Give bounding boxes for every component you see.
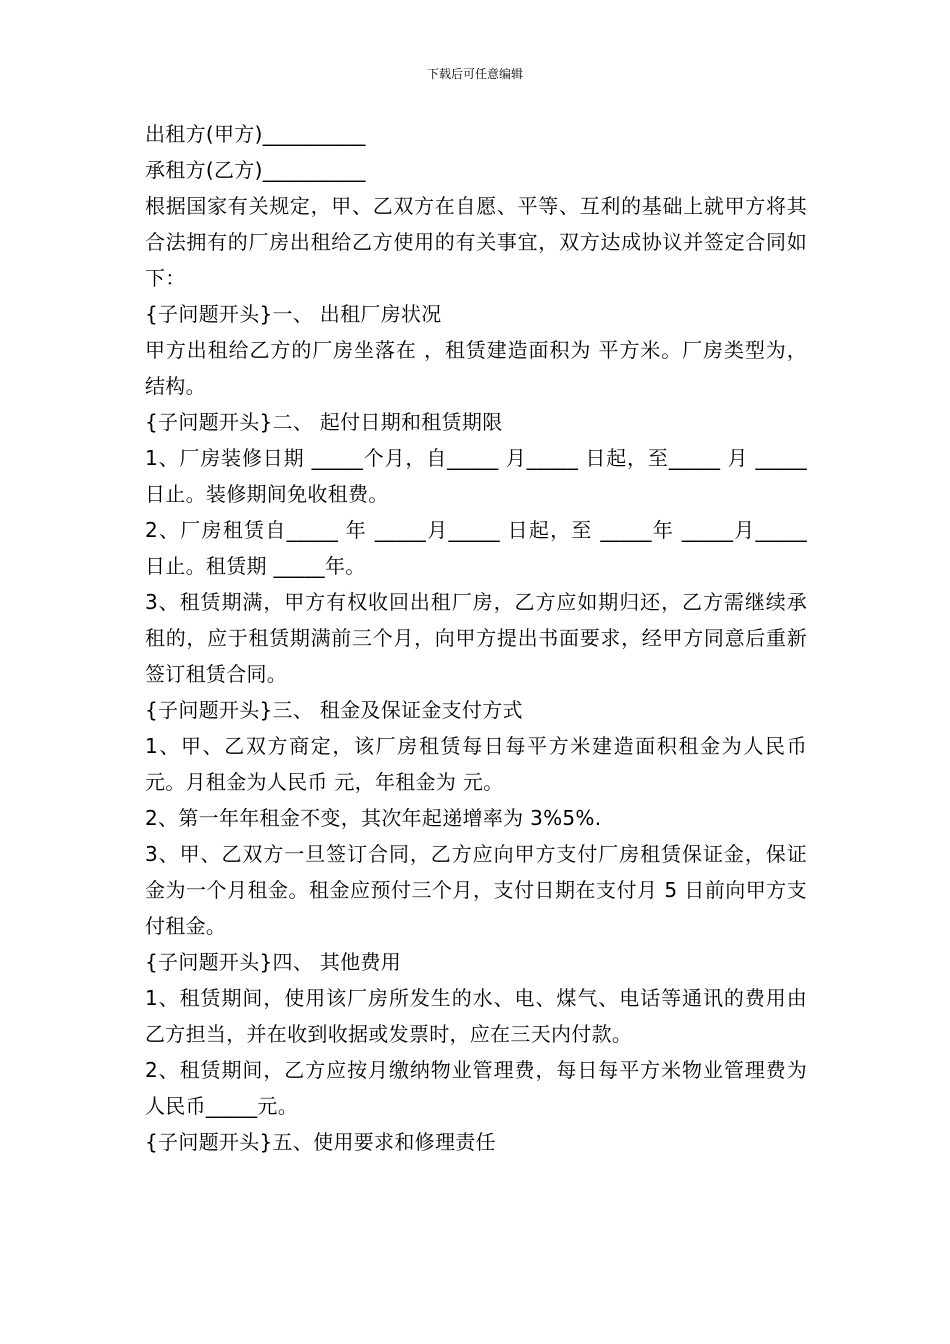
section-heading-4: {子问题开头}四、 其他费用 <box>145 950 402 974</box>
section-heading-2: {子问题开头}二、 起付日期和租赁期限 <box>145 410 503 434</box>
section-heading-3: {子问题开头}三、 租金及保证金支付方式 <box>145 698 523 722</box>
clause-paragraph: 1、租赁期间，使用该厂房所发生的水、电、煤气、电话等通讯的费用由乙方担当，并在收到收据或发票时，应在三天内付款。 <box>145 986 807 1046</box>
clause-paragraph: 1、厂房装修日期 _____个月，自_____ 月_____ 日起，至_____ 月 _____日止。装修期间免收租费。 <box>145 446 807 506</box>
clause-paragraph: 1、甲、乙双方商定，该厂房租赁每日每平方米建造面积租金为人民币 元。月租金为人民币 元，年租金为 元。 <box>145 734 807 794</box>
lessee-line: 承租方(乙方)__________ <box>145 158 366 182</box>
preamble-paragraph: 根据国家有关规定，甲、乙双方在自愿、平等、互利的基础上就甲方将其合法拥有的厂房出租给乙方使用的有关事宜，双方达成协议并签定合同如下： <box>145 194 807 290</box>
clause-paragraph: 2、租赁期间，乙方应按月缴纳物业管理费，每日每平方米物业管理费为人民币_____元。 <box>145 1058 807 1118</box>
clause-paragraph: 3、租赁期满，甲方有权收回出租厂房，乙方应如期归还，乙方需继续承租的，应于租赁期满前三个月，向甲方提出书面要求，经甲方同意后重新签订租赁合同。 <box>145 590 807 686</box>
clause-paragraph: 3、甲、乙双方一旦签订合同，乙方应向甲方支付厂房租赁保证金，保证金为一个月租金。租金应预付三个月，支付日期在支付月 5 日前向甲方支付租金。 <box>145 842 807 938</box>
lessor-line: 出租方(甲方)__________ <box>145 122 366 146</box>
clause-paragraph: 甲方出租给乙方的厂房坐落在 ，租赁建造面积为 平方米。厂房类型为， 结构。 <box>145 338 807 398</box>
clause-paragraph: 2、第一年年租金不变，其次年起递增率为 3%5%. <box>145 806 602 830</box>
clause-paragraph: 2、厂房租赁自_____ 年 _____月_____ 日起，至 _____年 _____月_____ 日止。租赁期 _____年。 <box>145 518 807 578</box>
page-header: 下载后可任意编辑 <box>426 67 523 81</box>
section-heading-5: {子问题开头}五、使用要求和修理责任 <box>145 1130 496 1154</box>
document-body <box>145 116 807 1160</box>
section-heading-1: {子问题开头}一、 出租厂房状况 <box>145 302 442 326</box>
